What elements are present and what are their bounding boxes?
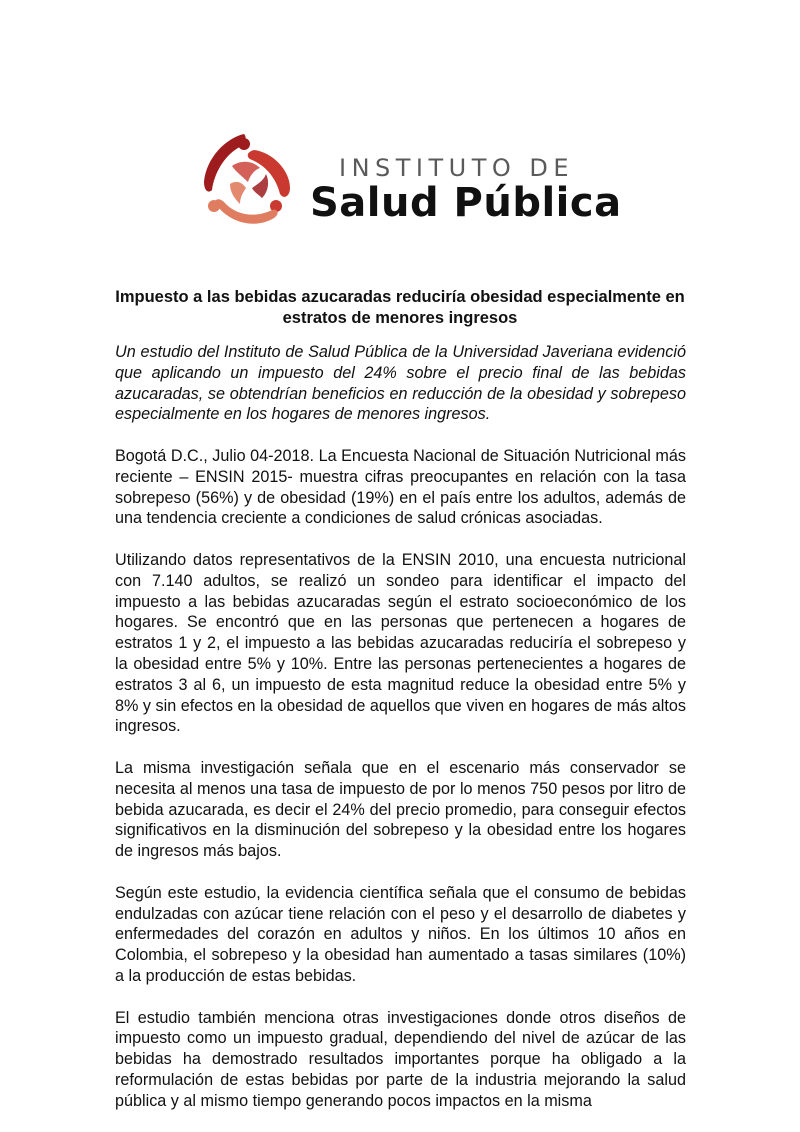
article-lead: Un estudio del Instituto de Salud Pública de la Universidad Javeriana evidenció que aplicando un impuesto del 24% sobre el precio final de las bebidas azucaradas, se obtendrían beneficios en reducción de la obesidad y sobrepeso especialmente en los hogares de menores ingresos. bbox=[115, 343, 686, 424]
article-body bbox=[115, 342, 686, 1132]
institute-logo bbox=[196, 130, 622, 235]
people-circle-logo-icon bbox=[196, 130, 296, 230]
article-paragraph: El estudio también menciona otras investigaciones donde otros diseños de impuesto como un impuesto gradual, dependiendo del nivel de azúcar de las bebidas ha demostrado resultados importantes porque ha obligado a la reformulación de estas bebidas por parte de la industria mejorando la salud pública y al mismo tiempo generando pocos impactos en la misma bbox=[115, 1008, 686, 1110]
article-paragraph: Según este estudio, la evidencia científica señala que el consumo de bebidas endulzadas con azúcar tiene relación con el peso y el desarrollo de diabetes y enfermedades del corazón en adultos y niños. En los últimos 10 años en Colombia, el sobrepeso y la obesidad han aumentado a tasas similares (10%) a la producción de estas bebidas. bbox=[115, 883, 686, 985]
logo-line-institute: INSTITUTO DE bbox=[339, 154, 575, 182]
article-title: Impuesto a las bebidas azucaradas reduciría obesidad especialmente en estratos de menores ingresos bbox=[115, 288, 685, 327]
article-paragraph: Bogotá D.C., Julio 04-2018. La Encuesta Nacional de Situación Nutricional más reciente – ENSIN 2015- muestra cifras preocupantes en relación con la tasa sobrepeso (56%) y de obesidad (19%) en el país entre los adultos, además de una tendencia creciente a condiciones de salud crónicas asociadas. bbox=[115, 446, 686, 528]
logo-line-salud-publica: Salud Pública bbox=[310, 180, 622, 226]
article-paragraph: La misma investigación señala que en el escenario más conservador se necesita al menos una tasa de impuesto de por lo menos 750 pesos por litro de bebida azucarada, es decir el 24% del precio promedio, para conseguir efectos significativos en la disminución del sobrepeso y la obesidad entre los hogares de ingresos más bajos. bbox=[115, 758, 686, 861]
article-paragraph: Utilizando datos representativos de la ENSIN 2010, una encuesta nutricional con 7.140 adultos, se realizó un sondeo para identificar el impacto del impuesto a las bebidas azucaradas según el estrato socioeconómico de los hogares. Se encontró que en las personas que pertenecen a hogares de estratos 1 y 2, el impuesto a las bebidas azucaradas reduciría el sobrepeso y la obesidad entre 5% y 10%. Entre las personas pertenecientes a hogares de estratos 3 al 6, un impuesto de esta magnitud reduce la obesidad entre 5% y 8% y sin efectos en la obesidad de aquellos que viven en hogares de más altos ingresos. bbox=[115, 550, 686, 736]
